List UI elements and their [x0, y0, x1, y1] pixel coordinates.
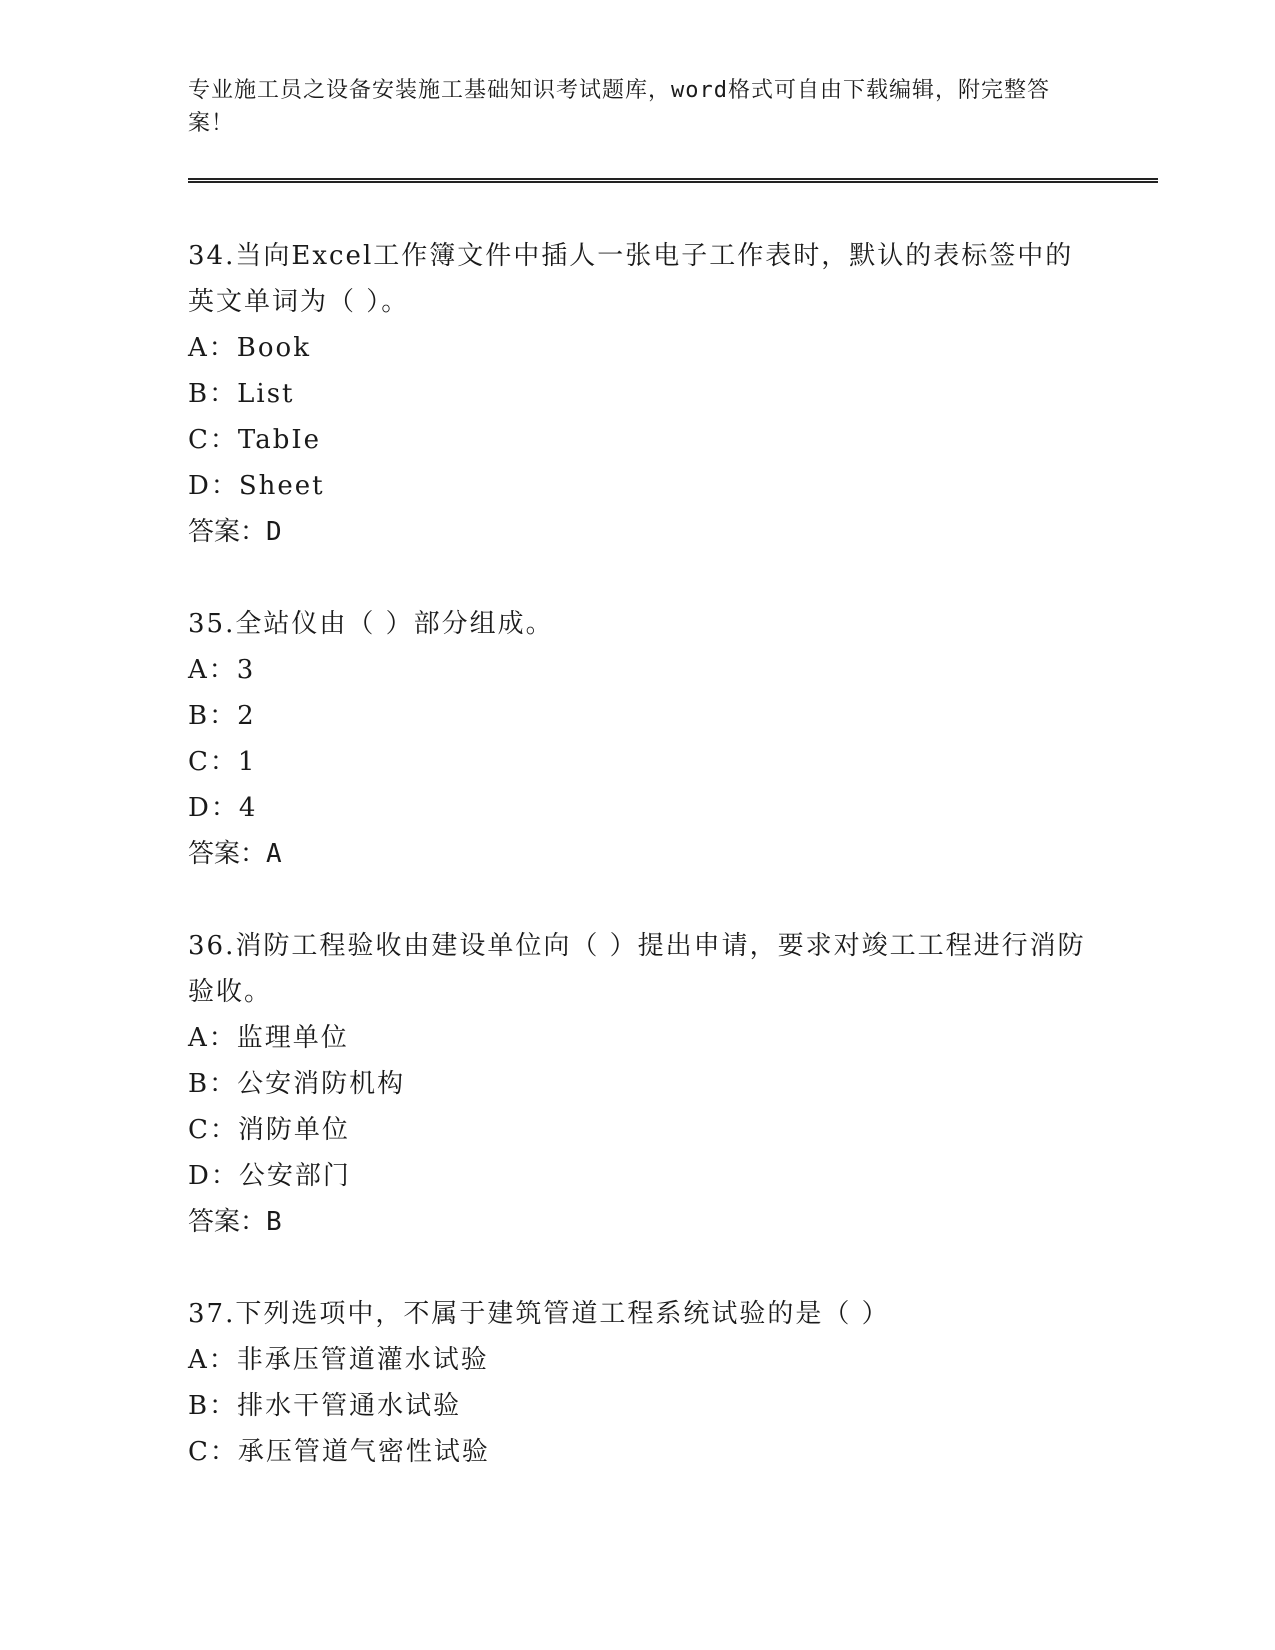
- question-item: [188, 601, 1088, 877]
- question-item: [188, 233, 1088, 555]
- option-b: B：排水干管通水试验: [188, 1391, 462, 1421]
- option-d: D：Sheet: [188, 471, 325, 501]
- question-text: 36.消防工程验收由建设单位向（ ）提出申请，要求对竣工工程进行消防验收。: [188, 931, 1086, 1007]
- answer-line: 答案：A: [188, 839, 282, 869]
- question-item: [188, 923, 1088, 1245]
- question-text: 37.下列选项中，不属于建筑管道工程系统试验的是（ ）: [188, 1299, 890, 1329]
- header-divider: [188, 178, 1158, 183]
- option-c: C：TabIe: [188, 425, 322, 455]
- option-a: A：非承压管道灌水试验: [188, 1345, 489, 1375]
- option-b: B：公安消防机构: [188, 1069, 406, 1099]
- option-a: A：监理单位: [188, 1023, 349, 1053]
- option-c: C：1: [188, 747, 257, 777]
- question-text: 35.全站仪由（ ）部分组成。: [188, 609, 554, 639]
- answer-line: 答案：B: [188, 1207, 282, 1237]
- option-d: D：4: [188, 793, 258, 823]
- question-text: 34.当向Excel工作簿文件中插人一张电子工作表时，默认的表标签中的英文单词为（ ）。: [188, 241, 1074, 317]
- option-c: C：承压管道气密性试验: [188, 1437, 490, 1467]
- option-a: A：Book: [188, 333, 311, 363]
- question-item: [188, 1291, 1088, 1475]
- question-list: [188, 233, 1088, 1521]
- option-c: C：消防单位: [188, 1115, 350, 1145]
- option-b: B：List: [188, 379, 295, 409]
- option-d: D：公安部门: [188, 1161, 351, 1191]
- option-a: A：3: [188, 655, 256, 685]
- document-header: 专业施工员之设备安装施工基础知识考试题库，word格式可自由下载编辑，附完整答案！: [188, 78, 1050, 136]
- option-b: B：2: [188, 701, 256, 731]
- answer-line: 答案：D: [188, 517, 282, 547]
